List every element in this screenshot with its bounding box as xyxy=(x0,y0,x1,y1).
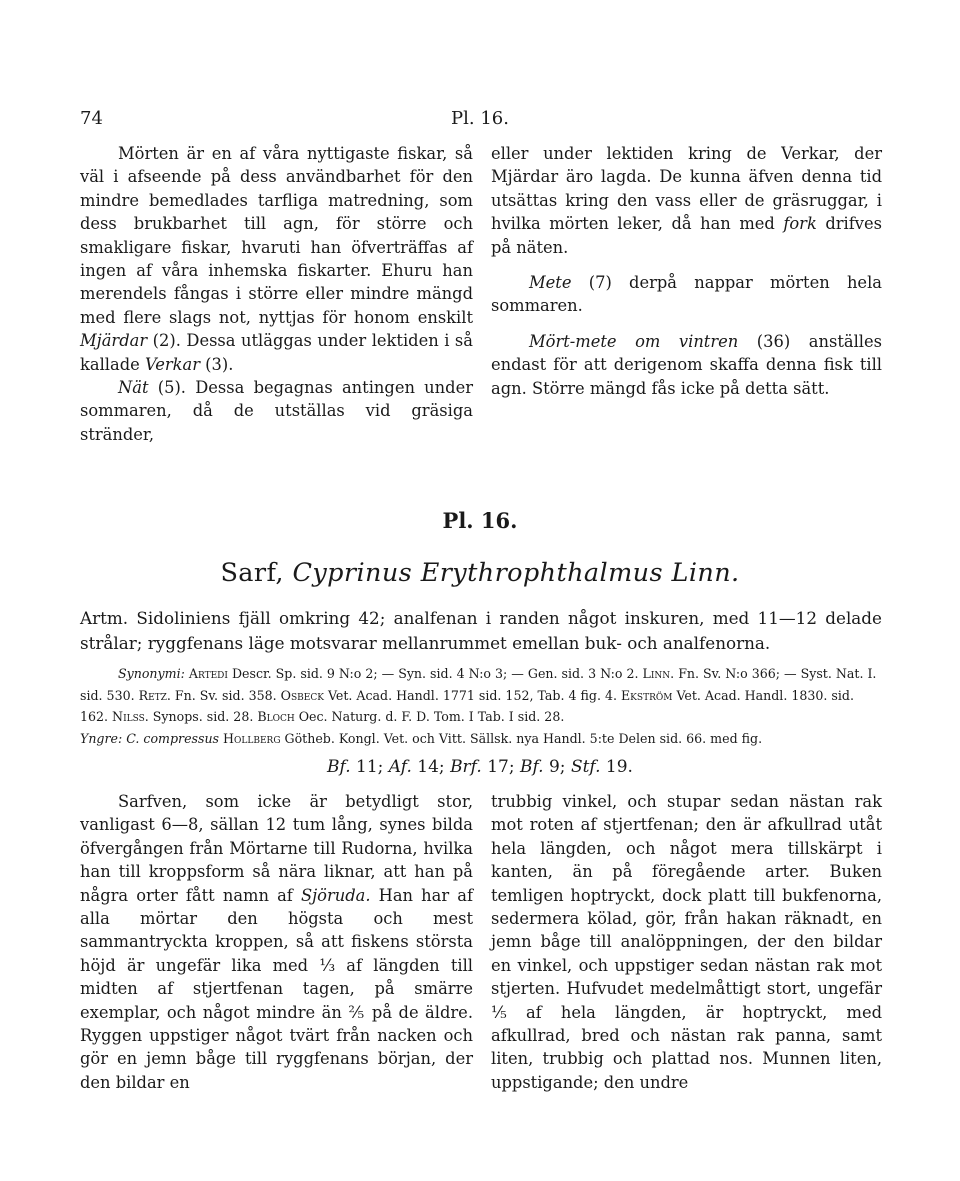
paragraph: eller under lektiden kring de Verkar, der Mjärdar äro lagda. De kunna äfven denna tid utsättas kring den vass eller de gräsruggar, i hvilka mörten leker, då han med fork drifves på näten. xyxy=(491,144,882,257)
yngre-synonyms: Yngre: C. compressus Hollberg Götheb. Kongl. Vet. och Vitt. Sällsk. nya Handl. 5:te Delen sid. 66. med fig. xyxy=(80,730,763,746)
paragraph: Nät (5). Dessa begagnas antingen under sommaren, då de utställas vid gräsiga stränder, xyxy=(80,378,473,444)
running-plate-label: Pl. 16. xyxy=(451,108,509,129)
paragraph: trubbig vinkel, och stupar sedan nästan rak mot roten af stjertfenan; den är afkullrad utåt hela längden, och något mera tillskärpt i kanten, än på föregående arter. Buken temligen hoptryckt, dock platt till bukfenorna, sedermera kölad, gör, från hakan räknadt, en jemn båge till analöppningen, der den bildar en vinkel, och uppstiger sedan nästan rak mot stjerten. Hufvudet medelmåttigt stort, ungefär ⅕ af hela längden, är hoptryckt, med afkullrad, bred och nästan rak panna, samt liten, trubbig och plattad nos. Munnen liten, uppstigande; den undre xyxy=(491,792,882,1092)
term-mjardar: Mjärdar xyxy=(80,331,148,351)
species-author: Linn. xyxy=(671,558,740,588)
description-left-column xyxy=(80,790,473,1094)
term-sjoruda: Sjöruda. xyxy=(300,885,371,905)
term-verkar: Verkar xyxy=(144,354,200,374)
page-header xyxy=(80,108,880,136)
species-common-name: Sarf, xyxy=(220,558,284,588)
term-mete: Mete xyxy=(529,273,572,293)
paragraph: Mete (7) derpå nappar mörten hela sommaren. xyxy=(491,273,882,316)
page-number: 74 xyxy=(80,108,103,129)
previous-text-right-column xyxy=(491,142,882,400)
species-genus: Cyprinus xyxy=(292,558,413,588)
plate-title: Pl. 16. xyxy=(442,508,518,533)
paragraph: Mört-mete om vintren (36) anställes endast för att derigenom skaffa denna fisk till agn. Större mängd fås icke på detta sätt. xyxy=(491,331,882,398)
yngre-species: C. compressus xyxy=(126,730,220,746)
synonyms-paragraph: Synonymi: Artedi Descr. Sp. sid. 9 N:o 2; — Syn. sid. 4 N:o 3; — Gen. sid. 3 N:o 2. Linn. Fn. Sv. N:o 366; — Syst. Nat. I. sid. 530. Retz. Fn. Sv. sid. 358. Osbeck Vet. Acad. Handl. 1771 sid. 152, Tab. 4 fig. 4. Ekström Vet. Acad. Handl. 1830. sid. 162. Nilss. Synops. sid. 28. Bloch Oec. Naturg. d. F. D. Tom. I Tab. I sid. 28. xyxy=(80,666,877,724)
description-right-column xyxy=(491,790,882,1094)
yngre-label: Yngre: xyxy=(80,730,123,746)
species-epithet: Erythrophthalmus xyxy=(420,558,663,588)
paragraph: Mörten är en af våra nyttigaste fiskar, så väl i afseende på dess användbarhet för den mindre bemedlades tarfliga matredning, som dess brukbarhet till agn, för större och smakligare fiskar, hvaruti han öfverträffas af ingen af våra inhemska fiskarter. Ehuru han merendels fångas i större eller mindre mängd med flere slags not, nyttjas för honom enskilt Mjärdar (2). Dessa utläggas under lektiden i så kallade Verkar (3). xyxy=(80,144,473,374)
previous-text-left-column xyxy=(80,142,473,446)
fin-ray-formula: Bf. 11; Af. 14; Brf. 17; Bf. 9; Stf. 19. xyxy=(327,757,633,777)
species-diagnosis: Artm. Sidoliniens fjäll omkring 42; analfenan i randen något inskuren, med 11—12 delade strålar; ryggfenans läge motsvarar mellanrummet emellan buk- och analfenorna. xyxy=(80,608,882,653)
term-nat: Nät xyxy=(118,378,149,398)
term-fork: fork xyxy=(783,214,817,234)
term-mort-mete: Mört-mete om vintren xyxy=(529,331,739,351)
synonyms-label: Synonymi: xyxy=(118,666,185,681)
paragraph: Sarfven, som icke är betydligt stor, vanligast 6—8, sällan 12 tum lång, synes bilda öfvergången från Mörtarne till Rudorna, hvilka han till kroppsform så nära liknar, att han på några orter fått namn af Sjöruda. Han har af alla mörtar den högsta och mest sammantryckta kroppen, så att fiskens största höjd är ungefär lika med ⅓ af längden till midten af stjertfenan tagen, på smärre exemplar, och något mindre än ⅖ på de äldre. Ryggen uppstiger något tvärt från nacken och gör en jemn båge till ryggfenans början, der den bildar en xyxy=(80,792,473,1092)
synonyms-block xyxy=(80,663,882,749)
species-heading xyxy=(0,558,960,588)
